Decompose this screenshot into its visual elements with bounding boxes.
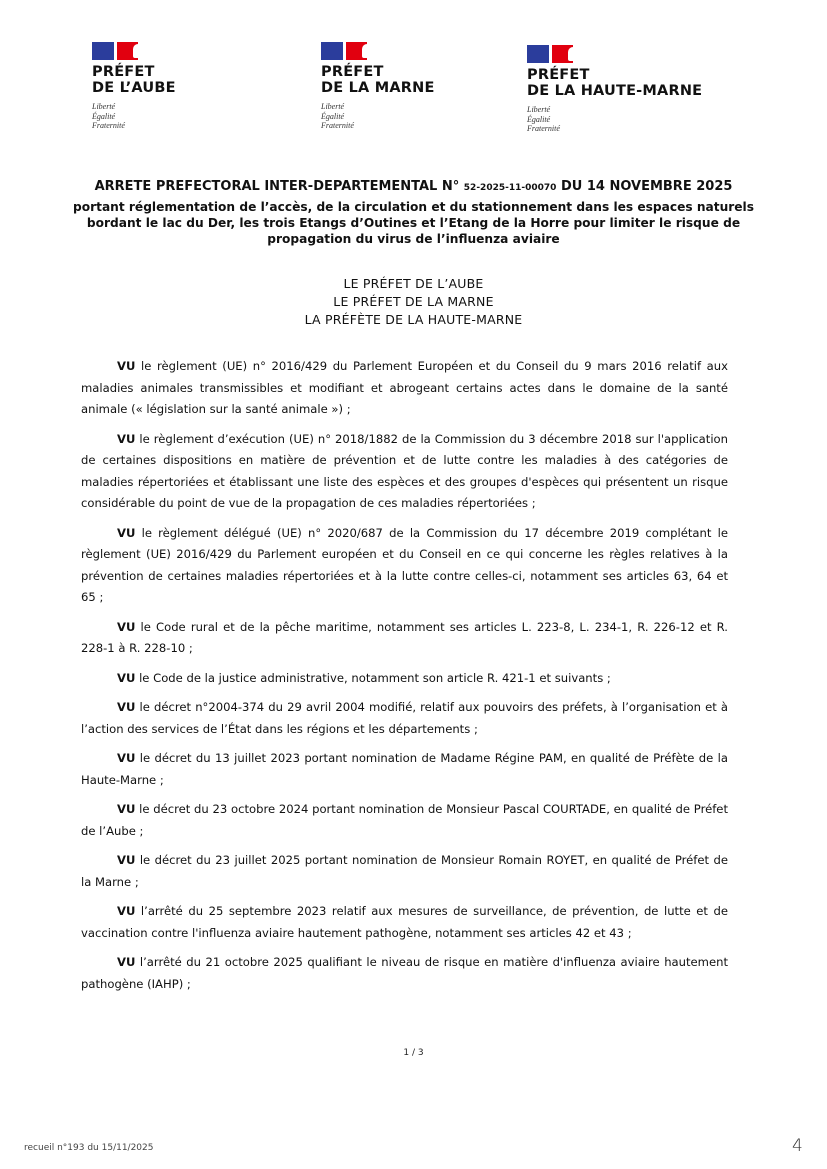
visa-paragraph: VU le décret du 23 juillet 2025 portant nomination de Monsieur Romain ROYET, en qualité de Préfet de la Marne ; [81,853,728,889]
motto-liberte: Liberté [527,105,551,114]
document-subtitle: portant réglementation de l’accès, de la circulation et du stationnement dans les espaces naturels bordant le lac du Der, les trois Etangs d’Outines et l’Etang de la Horre pour limiter le risque de propagation du virus de l’influenza aviaire [73,200,754,246]
recueil-reference: recueil n°193 du 15/11/2025 [24,1143,154,1153]
motto-egalite: Égalité [527,114,551,124]
visa-paragraph: VU l’arrêté du 21 octobre 2025 qualifiant le niveau de risque en matière d'influenza aviaire hautement pathogène (IAHP) ; [81,955,728,991]
visa-paragraph: VU le Code rural et de la pêche maritime, notamment ses articles L. 223-8, L. 234-1, R. 226-12 et R. 228-1 à R. 228-10 ; [81,619,728,655]
logo-name-line2: DE LA HAUTE-MARNE [527,83,703,99]
republic-flag-icon [92,42,138,60]
visas-list [81,356,728,1003]
republic-flag-icon [527,45,573,63]
motto-fraternite: Fraternité [527,124,560,133]
motto-fraternite: Fraternité [321,121,354,130]
logo-motto [321,102,435,131]
motto-liberte: Liberté [321,102,345,111]
logo-name-line2: DE L’AUBE [92,80,176,96]
logo-prefet-marne [321,42,435,131]
title-date: DU 14 NOVEMBRE 2025 [560,179,733,194]
logo-prefet-haute-marne [527,45,702,134]
document-title-block [60,178,767,247]
page-indicator: 1 / 3 [403,1048,424,1058]
sheet-number: 4 [792,1136,803,1156]
motto-egalite: Égalité [321,111,345,121]
logo-name-line1: PRÉFET [321,64,384,80]
visa-paragraph: VU le Code de la justice administrative, notamment son article R. 421-1 et suivants ; [117,670,611,685]
title-prefix: ARRETE PREFECTORAL INTER-DEPARTEMENTAL N° [94,179,460,194]
visa-paragraph: VU le règlement délégué (UE) n° 2020/687 de la Commission du 17 décembre 2019 complétant le règlement (UE) 2016/429 du Parlement européen et du Conseil en ce qui concerne les règles relatives à la prévention de certaines maladies répertoriées et à la lutte contre celles-ci, notamment ses articles 63, 64 et 65 ; [81,525,728,604]
visa-paragraph: VU le décret du 13 juillet 2023 portant nomination de Madame Régine PAM, en qualité de Préfète de la Haute-Marne ; [81,751,728,787]
logo-name-line1: PRÉFET [527,67,590,83]
motto-fraternite: Fraternité [92,121,125,130]
visa-paragraph: VU l’arrêté du 25 septembre 2023 relatif aux mesures de surveillance, de prévention, de lutte et de vaccination contre l'influenza aviaire hautement pathogène, notamment ses articles 42 et 43 ; [81,904,728,940]
logo-motto [527,105,702,134]
motto-liberte: Liberté [92,102,116,111]
arrete-number: 52-2025-11-00070 [463,183,557,193]
motto-egalite: Égalité [92,111,116,121]
republic-flag-icon [321,42,367,60]
prefete-haute-marne: LA PRÉFÈTE DE LA HAUTE-MARNE [304,312,523,327]
logo-name-line2: DE LA MARNE [321,80,435,96]
logo-motto [92,102,176,131]
prefet-aube: LE PRÉFET DE L’AUBE [343,276,484,291]
visa-paragraph: VU le règlement (UE) n° 2016/429 du Parlement Européen et du Conseil du 9 mars 2016 relatif aux maladies animales transmissibles et modifiant et abrogeant certains actes dans le domaine de la santé animale (« législation sur la santé animale ») ; [81,359,728,416]
visa-paragraph: VU le décret n°2004-374 du 29 avril 2004 modifié, relatif aux pouvoirs des préfets, à l’organisation et à l’action des services de l’État dans les régions et les départements ; [81,700,728,736]
visa-paragraph: VU le décret du 23 octobre 2024 portant nomination de Monsieur Pascal COURTADE, en qualité de Préfet de l’Aube ; [81,802,728,838]
document-title [60,178,767,197]
visa-paragraph: VU le règlement d’exécution (UE) n° 2018/1882 de la Commission du 3 décembre 2018 sur l'application de certaines dispositions en matière de prévention et de lutte contre les maladies à des catégories de maladies répertoriées et établissant une liste des espèces et des groupes d'espèces qui présentent un risque considérable du point de vue de la propagation de ces maladies répertoriées ; [81,431,728,510]
issuing-prefets [0,275,827,329]
logo-name-line1: PRÉFET [92,64,155,80]
logo-prefet-aube [92,42,176,131]
prefet-marne: LE PRÉFET DE LA MARNE [333,294,494,309]
